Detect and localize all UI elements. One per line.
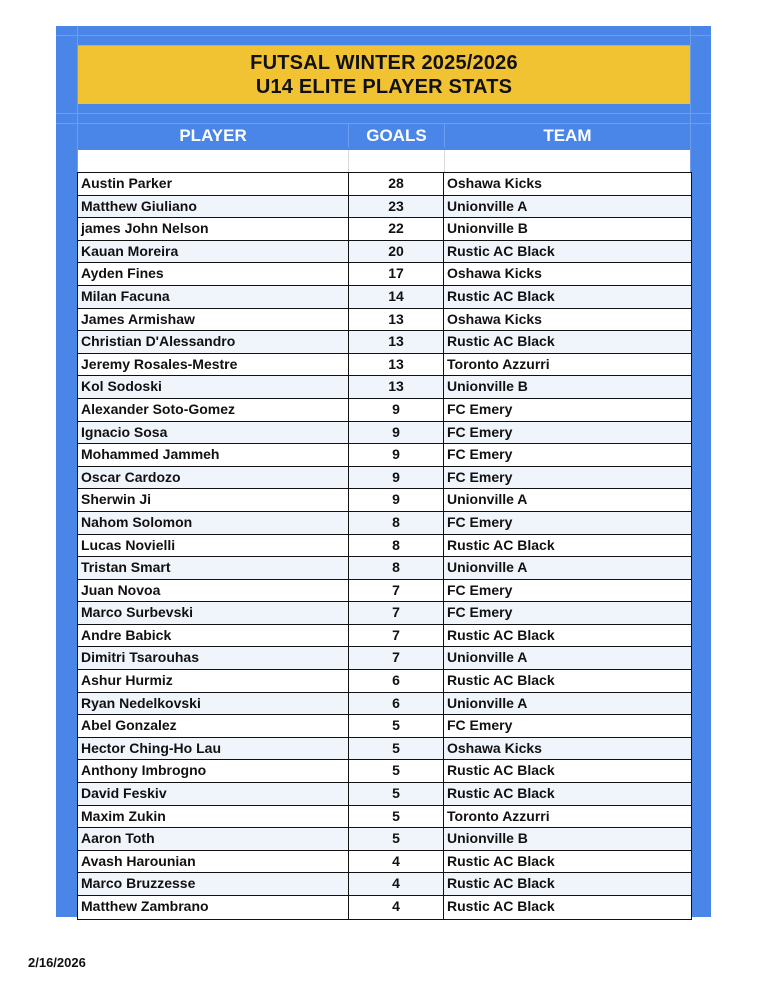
team-cell: Toronto Azzurri [447,807,550,824]
goals-cell: 9 [349,467,444,489]
player-cell: Hector Ching-Ho Lau [78,738,349,760]
goals-cell: 22 [349,218,444,240]
column-header-player: PLAYER [78,124,349,148]
team-cell: Rustic AC Black [447,242,555,259]
table-row [78,896,691,919]
goals-cell: 13 [349,376,444,398]
player-cell: Abel Gonzalez [78,715,349,737]
team-cell: FC Emery [447,604,513,621]
goals-cell: 4 [349,851,444,873]
spreadsheet-sheet [56,26,711,917]
goals-cell: 13 [349,309,444,331]
table-row [78,354,691,377]
table-row [78,851,691,874]
goals-cell: 9 [349,489,444,511]
goals-cell: 7 [349,647,444,669]
table-row [78,241,691,264]
player-stats-table [77,172,692,920]
column-header-row [78,124,690,148]
player-cell: Maxim Zukin [78,806,349,828]
table-row [78,218,691,241]
team-cell: Oshawa Kicks [447,310,542,327]
team-cell: Rustic AC Black [447,672,555,689]
table-row [78,670,691,693]
table-row [78,693,691,716]
player-cell: Matthew Giuliano [78,196,349,218]
table-row [78,196,691,219]
goals-cell: 9 [349,399,444,421]
team-cell: Unionville B [447,830,528,847]
table-row [78,738,691,761]
goals-cell: 9 [349,444,444,466]
table-row [78,580,691,603]
player-cell: Nahom Solomon [78,512,349,534]
table-row [78,173,691,196]
team-cell: Rustic AC Black [447,762,555,779]
table-row [78,467,691,490]
goals-cell: 6 [349,693,444,715]
goals-cell: 13 [349,354,444,376]
table-row [78,422,691,445]
goals-cell: 13 [349,331,444,353]
team-cell: Unionville A [447,649,528,666]
goals-cell: 8 [349,535,444,557]
team-cell: FC Emery [447,446,513,463]
team-cell: Rustic AC Black [447,898,555,914]
table-row [78,331,691,354]
player-cell: Jeremy Rosales-Mestre [78,354,349,376]
table-row [78,309,691,332]
team-cell: FC Emery [447,423,513,440]
table-row [78,647,691,670]
table-row [78,399,691,422]
player-cell: Alexander Soto-Gomez [78,399,349,421]
table-row [78,286,691,309]
player-cell: James Armishaw [78,309,349,331]
goals-cell: 5 [349,828,444,850]
column-header-goals: GOALS [349,124,445,148]
goals-cell: 8 [349,557,444,579]
team-cell: FC Emery [447,468,513,485]
goals-cell: 6 [349,670,444,692]
column-header-team: TEAM [543,126,592,145]
player-cell: Ryan Nedelkovski [78,693,349,715]
player-cell: Kauan Moreira [78,241,349,263]
team-cell: FC Emery [447,513,513,530]
team-cell: Rustic AC Black [447,536,555,553]
player-cell: Oscar Cardozo [78,467,349,489]
goals-cell: 7 [349,580,444,602]
table-row [78,806,691,829]
goals-cell: 14 [349,286,444,308]
table-row [78,760,691,783]
player-cell: Matthew Zambrano [78,896,349,919]
table-row [78,557,691,580]
team-cell: Unionville A [447,559,528,576]
table-row [78,783,691,806]
grid-line [56,35,711,36]
team-cell: Rustic AC Black [447,287,555,304]
player-cell: Sherwin Ji [78,489,349,511]
goals-cell: 28 [349,173,444,195]
goals-cell: 5 [349,806,444,828]
team-cell: Unionville A [447,491,528,508]
team-cell: Oshawa Kicks [447,739,542,756]
title-line-1: FUTSAL WINTER 2025/2026 [250,52,518,74]
team-cell: Unionville A [447,694,528,711]
table-row [78,828,691,851]
table-row [78,489,691,512]
team-cell: Toronto Azzurri [447,355,550,372]
team-cell: FC Emery [447,581,513,598]
table-row [78,715,691,738]
team-cell: FC Emery [447,400,513,417]
table-row [78,444,691,467]
team-cell: Rustic AC Black [447,875,555,892]
player-cell: Tristan Smart [78,557,349,579]
goals-cell: 5 [349,738,444,760]
player-cell: Avash Harounian [78,851,349,873]
table-row [78,625,691,648]
table-row [78,602,691,625]
team-cell: Oshawa Kicks [447,265,542,282]
team-cell: Oshawa Kicks [447,175,542,191]
title-banner [78,45,690,104]
player-cell: Andre Babick [78,625,349,647]
goals-cell: 5 [349,783,444,805]
team-cell: Rustic AC Black [447,785,555,802]
goals-cell: 8 [349,512,444,534]
team-cell: Unionville B [447,378,528,395]
goals-cell: 5 [349,715,444,737]
goals-cell: 23 [349,196,444,218]
player-cell: Christian D'Alessandro [78,331,349,353]
goals-cell: 7 [349,602,444,624]
player-cell: Kol Sodoski [78,376,349,398]
goals-cell: 4 [349,896,444,919]
player-cell: Marco Bruzzesse [78,873,349,895]
player-cell: Juan Novoa [78,580,349,602]
player-cell: Ashur Hurmiz [78,670,349,692]
player-cell: Ignacio Sosa [78,422,349,444]
player-cell: Milan Facuna [78,286,349,308]
print-date: 2/16/2026 [28,955,86,970]
player-cell: David Feskiv [78,783,349,805]
player-cell: Lucas Novielli [78,535,349,557]
table-row [78,376,691,399]
team-cell: Rustic AC Black [447,852,555,869]
team-cell: Unionville B [447,220,528,237]
player-cell: Dimitri Tsarouhas [78,647,349,669]
team-cell: Rustic AC Black [447,333,555,350]
goals-cell: 9 [349,422,444,444]
team-cell: Rustic AC Black [447,626,555,643]
goals-cell: 7 [349,625,444,647]
goals-cell: 17 [349,263,444,285]
table-row [78,873,691,896]
team-cell: Unionville A [447,197,528,214]
player-cell: Anthony Imbrogno [78,760,349,782]
blank-spacer-row [78,150,690,172]
player-cell: Aaron Toth [78,828,349,850]
title-line-2: U14 ELITE PLAYER STATS [255,76,513,98]
table-row [78,263,691,286]
player-cell: Austin Parker [78,173,349,195]
table-row [78,512,691,535]
player-cell: Ayden Fines [78,263,349,285]
team-cell: FC Emery [447,717,513,734]
grid-line [56,113,711,114]
goals-cell: 5 [349,760,444,782]
goals-cell: 20 [349,241,444,263]
table-row [78,535,691,558]
player-cell: Mohammed Jammeh [78,444,349,466]
player-cell: Marco Surbevski [78,602,349,624]
player-cell: james John Nelson [78,218,349,240]
goals-cell: 4 [349,873,444,895]
